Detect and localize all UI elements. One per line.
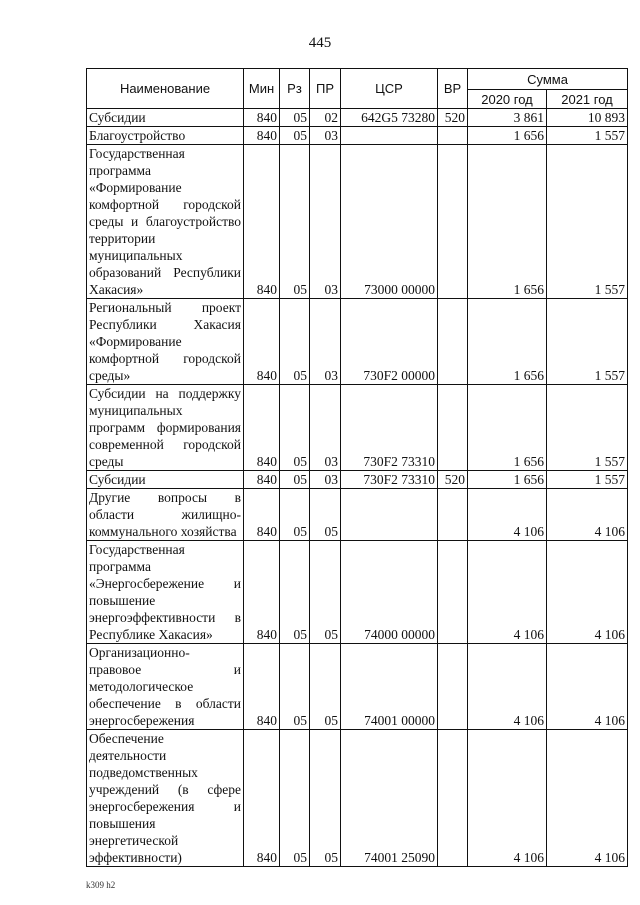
row-pr: 05	[310, 644, 341, 730]
row-csr: 73000 00000	[341, 145, 438, 299]
table-row	[87, 145, 628, 299]
row-csr: 730F2 00000	[341, 299, 438, 385]
row-sum-2021: 4 106	[547, 644, 628, 730]
row-min: 840	[244, 109, 280, 127]
header-csr: ЦСР	[341, 69, 438, 109]
row-rz: 05	[280, 385, 310, 471]
header-min: Мин	[244, 69, 280, 109]
row-pr: 03	[310, 385, 341, 471]
row-csr: 74000 00000	[341, 541, 438, 644]
row-vr	[438, 145, 468, 299]
table-row	[87, 299, 628, 385]
row-pr: 03	[310, 471, 341, 489]
header-pr: ПР	[310, 69, 341, 109]
row-name: Региональный проект Республики Хакасия «Формирование комфортной городской среды»	[87, 299, 244, 385]
row-pr: 03	[310, 127, 341, 145]
table-row	[87, 471, 628, 489]
row-pr: 05	[310, 730, 341, 867]
table-row	[87, 385, 628, 471]
row-sum-2021: 4 106	[547, 541, 628, 644]
row-pr: 03	[310, 145, 341, 299]
table-row	[87, 489, 628, 541]
row-min: 840	[244, 385, 280, 471]
row-pr: 05	[310, 489, 341, 541]
row-min: 840	[244, 471, 280, 489]
row-rz: 05	[280, 489, 310, 541]
row-sum-2021: 1 557	[547, 471, 628, 489]
row-sum-2021: 4 106	[547, 730, 628, 867]
row-min: 840	[244, 299, 280, 385]
row-min: 840	[244, 730, 280, 867]
row-sum-2020: 4 106	[468, 541, 547, 644]
row-name: Государственная программа «Формирование комфортной городской среды и благоустройство территории муниципальных образований Республики Хакасия»	[87, 145, 244, 299]
row-rz: 05	[280, 127, 310, 145]
row-rz: 05	[280, 644, 310, 730]
row-sum-2020: 1 656	[468, 471, 547, 489]
row-min: 840	[244, 489, 280, 541]
row-vr	[438, 127, 468, 145]
table-row	[87, 644, 628, 730]
row-min: 840	[244, 145, 280, 299]
row-sum-2020: 1 656	[468, 385, 547, 471]
table-row	[87, 127, 628, 145]
header-vr: ВР	[438, 69, 468, 109]
row-rz: 05	[280, 471, 310, 489]
row-sum-2020: 4 106	[468, 730, 547, 867]
row-rz: 05	[280, 145, 310, 299]
row-sum-2021: 1 557	[547, 127, 628, 145]
row-min: 840	[244, 541, 280, 644]
row-csr: 730F2 73310	[341, 471, 438, 489]
row-csr: 74001 00000	[341, 644, 438, 730]
row-min: 840	[244, 127, 280, 145]
row-name: Обеспечение деятельности подведомственных учреждений (в сфере энергосбережения и повышения энергетической эффективности)	[87, 730, 244, 867]
row-vr	[438, 385, 468, 471]
row-rz: 05	[280, 730, 310, 867]
row-csr	[341, 489, 438, 541]
row-vr	[438, 644, 468, 730]
footer-code: k309 h2	[86, 880, 116, 890]
row-name: Организационно-правовое и методологическое обеспечение в области энергосбережения	[87, 644, 244, 730]
table-row	[87, 730, 628, 867]
row-vr	[438, 541, 468, 644]
row-csr: 74001 25090	[341, 730, 438, 867]
header-name: Наименование	[87, 69, 244, 109]
row-sum-2021: 10 893	[547, 109, 628, 127]
row-rz: 05	[280, 109, 310, 127]
row-sum-2021: 1 557	[547, 145, 628, 299]
row-rz: 05	[280, 299, 310, 385]
row-vr: 520	[438, 109, 468, 127]
budget-table	[86, 68, 628, 867]
row-csr	[341, 127, 438, 145]
row-name: Субсидии на поддержку муниципальных программ формирования современной городской среды	[87, 385, 244, 471]
row-sum-2020: 1 656	[468, 127, 547, 145]
row-name: Государственная программа «Энергосбережение и повышение энергоэффективности в Республике Хакасия»	[87, 541, 244, 644]
row-csr: 642G5 73280	[341, 109, 438, 127]
row-vr	[438, 730, 468, 867]
row-sum-2020: 1 656	[468, 145, 547, 299]
row-sum-2021: 1 557	[547, 385, 628, 471]
header-sum: Сумма	[468, 69, 628, 90]
row-vr: 520	[438, 471, 468, 489]
row-vr	[438, 299, 468, 385]
row-pr: 05	[310, 541, 341, 644]
row-sum-2021: 1 557	[547, 299, 628, 385]
header-year-2021: 2021 год	[547, 90, 628, 109]
row-name: Другие вопросы в области жилищно-коммунального хозяйства	[87, 489, 244, 541]
row-rz: 05	[280, 541, 310, 644]
table-row	[87, 541, 628, 644]
row-pr: 03	[310, 299, 341, 385]
row-pr: 02	[310, 109, 341, 127]
row-min: 840	[244, 644, 280, 730]
row-name: Субсидии	[87, 109, 244, 127]
row-sum-2021: 4 106	[547, 489, 628, 541]
header-rz: Рз	[280, 69, 310, 109]
row-vr	[438, 489, 468, 541]
row-sum-2020: 3 861	[468, 109, 547, 127]
row-sum-2020: 4 106	[468, 489, 547, 541]
row-name: Субсидии	[87, 471, 244, 489]
row-name: Благоустройство	[87, 127, 244, 145]
page-number: 445	[308, 35, 332, 51]
row-csr: 730F2 73310	[341, 385, 438, 471]
row-sum-2020: 4 106	[468, 644, 547, 730]
header-year-2020: 2020 год	[468, 90, 547, 109]
row-sum-2020: 1 656	[468, 299, 547, 385]
table-row	[87, 109, 628, 127]
